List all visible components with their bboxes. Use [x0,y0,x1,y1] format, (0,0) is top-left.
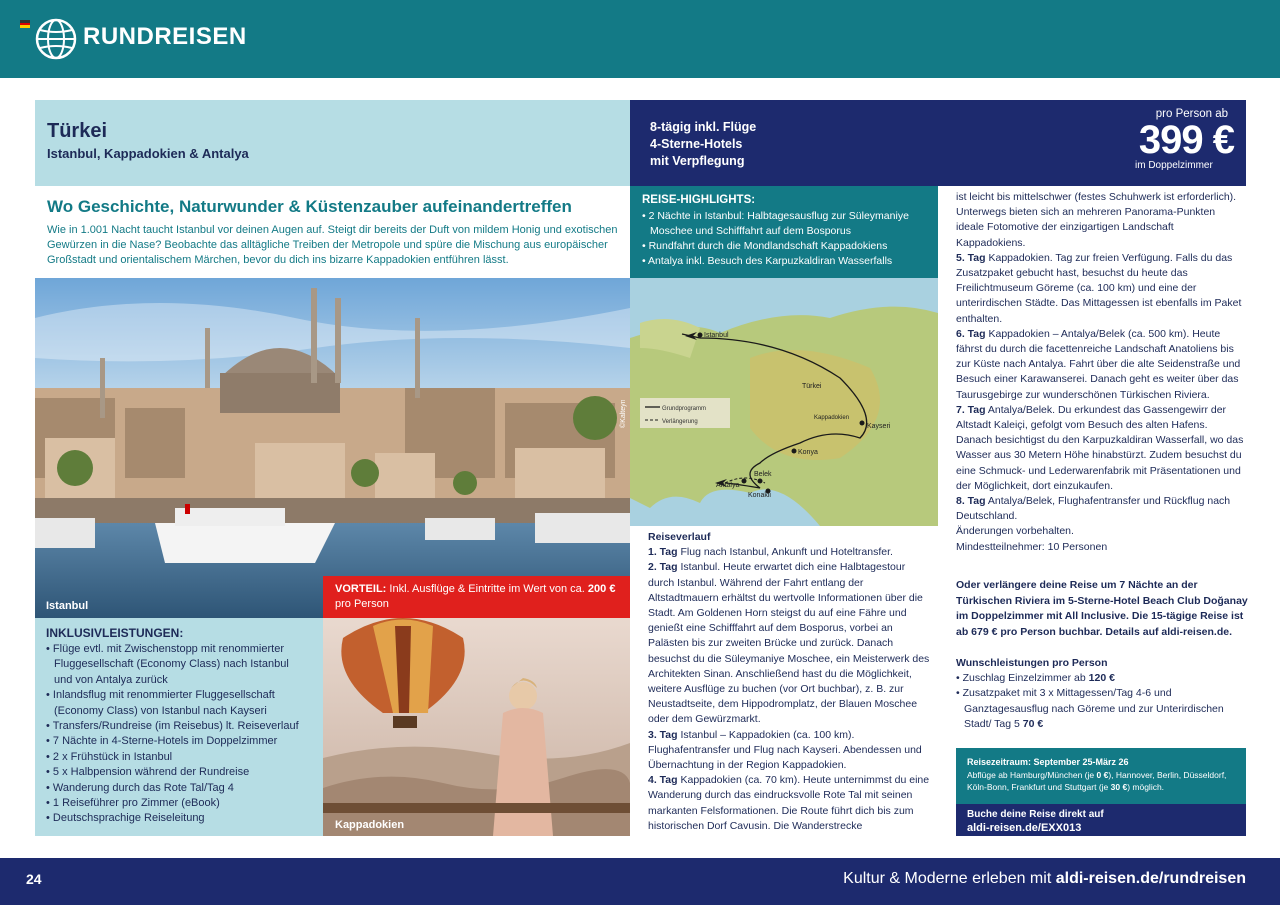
inclusive-item: • Transfers/Rundreise (im Reisebus) lt. Reiseverlauf [46,720,299,733]
intro-text: Wie in 1.001 Nacht taucht Istanbul vor deinen Augen auf. Steigt dir bereits der Duft von mildem Honig und exotischen Gewürzen in die Nase? Beobachte das alltägliche Treiben der Metropole und spüre die Mischung aus europäischer Großstadt und orientalischem Märchen, bevor du dich ins bizarre Kappadokien entführen lässt. [47,224,618,266]
vorteil-text: Inkl. Ausflüge & Eintritte im Wert von ca. [389,583,585,595]
itinerary-day [648,728,932,774]
offer-features [650,119,850,170]
inclusive-item: • Deutschsprachige Reiseleitung [46,812,205,825]
globe-icon [35,18,77,60]
kappadokien-caption: Kappadokien [335,819,405,831]
inclusive-services [35,618,323,836]
travel-period: Reisezeitraum: September 25-März 26 [967,757,1129,767]
inclusive-item: • Wanderung durch das Rote Tal/Tag 4 [46,781,234,794]
optional-price: 120 € [1088,672,1115,685]
optional-item [956,686,1246,732]
highlight-item: • Rundfahrt durch die Mondlandschaft Kappadokiens [642,240,888,252]
departure-text: ) möglich. [1127,782,1165,793]
footer-slogan: Kultur & Moderne erleben mit [843,870,1052,887]
inclusive-item: • Flüge evtl. mit Zwischenstopp mit renommierter [46,643,284,655]
footer-text [843,870,1246,888]
day-text: Istanbul – Kappadokien (ca. 100 km). Flughafentransfer und Flug nach Kayseri. Abendessen und Übernachtung in der Region Kappadokien. [648,728,922,772]
inclusive-item: • 1 Reiseführer pro Zimmer (eBook) [46,797,220,810]
day-label: 2. Tag [648,561,678,574]
changes-note: Änderungen vorbehalten. [956,525,1074,538]
day-text: Antalya/Belek. Du erkundest das Gassengewirr der Altstadt Kaleiçi, gefolgt vom Besuch des alten Hafens. Danach besichtigst du den Karpuzkaldiran Wasserfall, wo das Wasser aus 30 Metern Höhe hinabstürzt. Zudem besuchst du eine Schmuck- und Lederwarenfabrik mit Präsentationen und der Möglichkeit, dort einzukaufen. [956,403,1244,492]
inclusive-item: • 2 x Frühstück in Istanbul [46,750,173,763]
optional-price: 70 € [1022,717,1044,730]
istanbul-caption: Istanbul [46,600,89,612]
route-map [630,278,938,526]
flag-icon [20,20,30,28]
itinerary-day [648,545,932,560]
highlight-item: • Antalya inkl. Besuch des Karpuzkaldiran Wasserfalls [642,255,893,267]
legend-label: Verlängerung [662,419,698,425]
city-label: Istanbul [704,332,729,339]
title-box [35,100,630,186]
inclusive-item: • 7 Nächte in 4-Sterne-Hotels im Doppelzimmer [46,735,278,748]
optional-text: • Zuschlag Einzelzimmer ab [956,672,1086,685]
region-label: Kappadokien [814,415,850,421]
departure-price: 30 € [1110,782,1128,793]
vorteil-banner [323,576,630,618]
turkey-map [630,278,938,526]
price-suffix: im Doppelzimmer [1135,160,1213,171]
offer-line: mit Verpflegung [650,154,745,168]
istanbul-image [35,278,630,618]
footer-bar [0,858,1280,905]
highlight-item: • 2 Nächte in Istanbul: Halbtagesausflug zur Süleymaniye [642,210,909,222]
day-label: 1. Tag [648,546,678,559]
city-label: Konya [798,449,818,456]
header-bar [0,0,1280,78]
optional-heading: Wunschleistungen pro Person [956,657,1108,669]
intro-section [35,186,630,278]
departure-price: 0 € [1096,769,1109,780]
itinerary-heading: Reiseverlauf [648,531,711,543]
inclusive-heading: INKLUSIVLEISTUNGEN: [46,626,184,640]
min-participants: Mindestteilnehmer: 10 Personen [956,540,1108,553]
vorteil-label: VORTEIL: [335,583,387,595]
intro-heading: Wo Geschichte, Naturwunder & Küstenzauber aufeinandertreffen [47,197,572,216]
country-title: Türkei [47,120,108,142]
itinerary-day [648,560,932,727]
optional-item [956,671,1246,686]
vorteil-suffix: pro Person [335,598,389,610]
day-label: 4. Tag [648,774,678,787]
booking-line: Buche deine Reise direkt auf [967,809,1104,820]
day-text: Antalya/Belek, Flughafentransfer und Rückflug nach Deutschland. [956,495,1231,523]
itinerary-continued [956,190,1246,555]
legend-label: Grundprogramm [662,406,707,412]
day-label: 6. Tag [956,327,986,340]
day-text: Istanbul. Heute erwartet dich eine Halbtagestour durch Istanbul. Während der Fahrt entlang der Altstadtmauern erhältst du wertvolle Informationen über die Stadt. Am Goldenen Horn steigst du auf eine Fähre und genießt eine Schifffahrt auf dem Bosporus, vorbei an Palästen bis zur zweiten Brücke und zurück. Danach besuchst du die Süleymaniye Moschee, ein Meisterwerk des Architekten Sinan. Anschließend hast du die Möglichkeit, weitere Ausflüge zu buchen (vor Ort buchbar), z. B. zur Neustadtseite, dem Hippodromplatz, der Blauen Moschee oder dem Gewürzmarkt. [648,561,930,726]
city-label: Antalya [716,482,740,489]
day-label: 7. Tag [956,403,986,416]
continued-text: ist leicht bis mittelschwer (festes Schuhwerk ist erforderlich). Unterwegs bieten sich an mehreren Panorama-Punkten ideale Fotomotive der einzigartigen Landschaft Kappadokiens. [956,191,1237,249]
price-prefix: pro Person ab [1155,108,1228,120]
city-label: Kayseri [867,423,891,430]
booking-link[interactable]: aldi-reisen.de/EXX013 [967,821,1082,834]
inclusive-item: • 5 x Halbpension während der Rundreise [46,766,250,779]
inclusive-item: • Inlandsflug mit renommierter Fluggesellschaft [46,689,275,702]
day-text: Kappadokien. Tag zur freien Verfügung. Falls du das Zusatzpaket gebucht hast, besuchst du heute das Freilichtmuseum Göreme (ca. 100 km) und eine der unterirdischen Städte. Das Mittagessen ist ebenfalls im Paket enthalten. [956,251,1242,325]
offer-box [630,100,1246,186]
city-label: Belek [754,471,772,478]
footer-link[interactable]: aldi-reisen.de/rundreisen [1055,870,1246,887]
optional-text: • Zusatzpaket mit 3 x Mittagessen/Tag 4-6 und Ganztagesausflug nach Göreme und zur Unterirdischen Stadt/ Tag 5 [956,687,1224,730]
inclusive-item: (Economy Class) von Istanbul nach Kayseri [54,704,267,717]
brand-title: RUNDREISEN [83,23,247,50]
itinerary-day [956,403,1246,494]
route-subtitle: Istanbul, Kappadokien & Antalya [47,146,249,161]
inclusive-item: Fluggesellschaft (Economy Class) nach Istanbul [54,658,289,671]
highlight-item: Moschee und Schifffahrt auf dem Bosporus [650,225,851,237]
day-label: 3. Tag [648,728,678,741]
optional-services [956,656,1246,732]
departure-text: Abflüge ab Hamburg/München (je [967,769,1095,780]
balloon-illustration [323,618,630,836]
itinerary [648,530,932,836]
city-label: Konakli [748,492,771,499]
travel-period-box [956,748,1246,804]
day-text: Kappadokien (ca. 70 km). Heute unternimmst du eine Wanderung durch das eindrucksvolle Rote Tal mit seinen markanten Felsformationen. Die Route führt dich bis zum historischen Dorf Cavusin. Die Wanderstrecke [648,774,930,832]
itinerary-day [956,327,1246,403]
price: 399 € [1138,118,1234,162]
inclusive-item: und von Antalya zurück [54,673,168,686]
departures [967,769,1235,794]
day-label: 8. Tag [956,495,986,508]
highlights-heading: REISE-HIGHLIGHTS: [642,194,756,206]
departure-text: ), Hannover, Berlin, Düsseldorf, Köln-Bonn, Frankfurt und Stuttgart (je [967,769,1227,793]
day-text: Flug nach Istanbul, Ankunft und Hoteltransfer. [680,546,893,559]
booking-box [956,804,1246,836]
extension-offer: Oder verlängere deine Reise um 7 Nächte an der Türkischen Riviera im 5-Sterne-Hotel Beach Club Doğanay im Doppelzimmer mit All Inclusive. Die 15-tägige Reise ist ab 679 € pro Person buchbar. Details auf aldi-reisen.de. [956,579,1248,638]
highlights-box [630,186,938,278]
offer-line: 4-Sterne-Hotels [650,137,743,151]
day-text: Kappadokien – Antalya/Belek (ca. 500 km). Heute fährst du durch die facettenreiche Landschaft Anatoliens bis zur Küste nach Antalya. Fahrt über die alte Seidenstraße und Besuch einer Karawanserei. Danach geht es weiter über das Taurusgebirge zur wunderschönen Türkischen Riviera. [956,327,1241,401]
itinerary-day [648,773,932,834]
istanbul-illustration [35,278,630,618]
itinerary-day [956,251,1246,327]
photo-credit: ©Kalteyn [620,399,627,428]
page-number: 24 [26,871,42,887]
region-label: Türkei [802,383,822,390]
kappadokien-image [323,618,630,836]
day-label: 5. Tag [956,251,986,264]
itinerary-day [956,494,1246,524]
offer-line: 8-tägig inkl. Flüge [650,120,757,134]
vorteil-amount: 200 € [587,583,616,595]
